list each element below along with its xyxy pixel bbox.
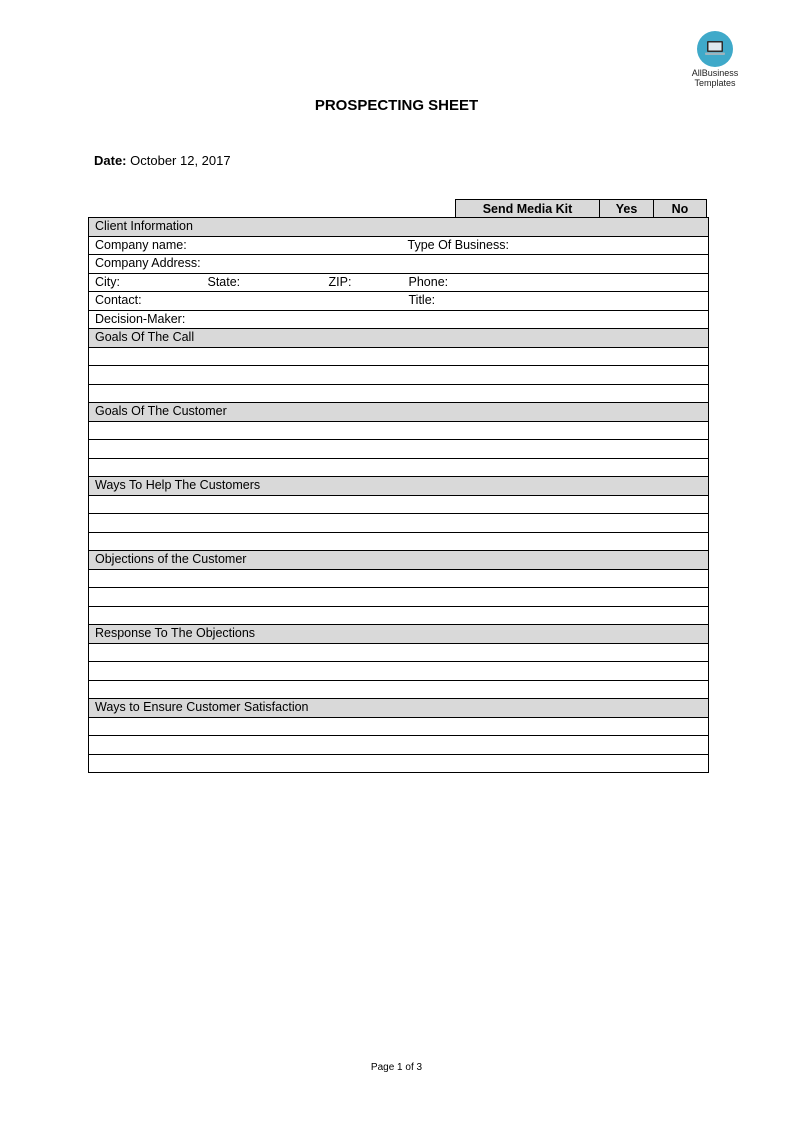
- table-row: [89, 736, 709, 755]
- table-row: [89, 292, 709, 311]
- empty-entry-row[interactable]: [89, 421, 709, 440]
- empty-entry-row[interactable]: [89, 717, 709, 736]
- page-number: Page 1 of 3: [370, 1062, 423, 1073]
- title-field[interactable]: Title:: [403, 292, 709, 311]
- empty-entry-row[interactable]: [89, 736, 709, 755]
- table-row: [89, 717, 709, 736]
- section-header: [89, 699, 709, 718]
- table-row: [89, 662, 709, 681]
- empty-entry-row[interactable]: [89, 680, 709, 699]
- table-row: [89, 458, 709, 477]
- empty-entry-row[interactable]: [89, 495, 709, 514]
- empty-entry-row[interactable]: [89, 514, 709, 533]
- section-header: [89, 477, 709, 496]
- empty-entry-row[interactable]: [89, 643, 709, 662]
- table-row: [89, 643, 709, 662]
- goals-of-the-call-header: Goals Of The Call: [89, 329, 709, 348]
- empty-entry-row[interactable]: [89, 384, 709, 403]
- date-line: [94, 153, 231, 168]
- section-header: [89, 329, 709, 348]
- table-row: [89, 384, 709, 403]
- section-header: [89, 403, 709, 422]
- zip-field[interactable]: ZIP:: [323, 273, 403, 292]
- customer-satisfaction-header: Ways to Ensure Customer Satisfaction: [89, 699, 709, 718]
- city-field[interactable]: City:: [89, 273, 202, 292]
- empty-entry-row[interactable]: [89, 458, 709, 477]
- decision-maker-field[interactable]: Decision-Maker:: [89, 310, 709, 329]
- table-row: [89, 366, 709, 385]
- company-name-field[interactable]: Company name:: [89, 236, 403, 255]
- phone-field[interactable]: Phone:: [403, 273, 709, 292]
- logo-line-1: AllBusiness: [691, 68, 739, 78]
- table-row: [89, 255, 709, 274]
- empty-entry-row[interactable]: [89, 347, 709, 366]
- objections-header: Objections of the Customer: [89, 551, 709, 570]
- table-row: [89, 236, 709, 255]
- empty-entry-row[interactable]: [89, 662, 709, 681]
- empty-entry-row[interactable]: [89, 366, 709, 385]
- section-header: [89, 551, 709, 570]
- empty-entry-row[interactable]: [89, 606, 709, 625]
- table-row: [89, 532, 709, 551]
- client-information-header: Client Information: [89, 218, 709, 237]
- date-label: Date:: [94, 153, 127, 168]
- empty-entry-row[interactable]: [89, 569, 709, 588]
- table-row: [89, 495, 709, 514]
- prospecting-table: [88, 217, 709, 773]
- table-row: [89, 421, 709, 440]
- table-row: [89, 514, 709, 533]
- table-row: [89, 569, 709, 588]
- empty-entry-row[interactable]: [89, 754, 709, 773]
- section-header: [89, 625, 709, 644]
- company-address-field[interactable]: Company Address:: [89, 255, 709, 274]
- logo-line-2: Templates: [694, 78, 736, 88]
- media-kit-table: [455, 199, 707, 218]
- laptop-icon: [697, 31, 733, 67]
- table-row: [89, 754, 709, 773]
- goals-of-the-customer-header: Goals Of The Customer: [89, 403, 709, 422]
- date-value: October 12, 2017: [130, 153, 231, 168]
- empty-entry-row[interactable]: [89, 532, 709, 551]
- table-row: [89, 347, 709, 366]
- empty-entry-row[interactable]: [89, 588, 709, 607]
- logo: [684, 31, 746, 88]
- send-media-kit-label: Send Media Kit: [456, 200, 600, 218]
- table-row: [89, 588, 709, 607]
- contact-field[interactable]: Contact:: [89, 292, 403, 311]
- table-row: [89, 310, 709, 329]
- page-title: PROSPECTING SHEET: [314, 97, 479, 114]
- response-to-objections-header: Response To The Objections: [89, 625, 709, 644]
- state-field[interactable]: State:: [202, 273, 323, 292]
- section-header: [89, 218, 709, 237]
- table-row: [89, 440, 709, 459]
- empty-entry-row[interactable]: [89, 440, 709, 459]
- media-kit-no-checkbox[interactable]: No: [654, 200, 707, 218]
- ways-to-help-header: Ways To Help The Customers: [89, 477, 709, 496]
- logo-text: [684, 68, 746, 88]
- media-kit-yes-checkbox[interactable]: Yes: [600, 200, 654, 218]
- table-row: [89, 606, 709, 625]
- table-row: [89, 680, 709, 699]
- type-of-business-field[interactable]: Type Of Business:: [403, 236, 709, 255]
- table-row: [89, 273, 709, 292]
